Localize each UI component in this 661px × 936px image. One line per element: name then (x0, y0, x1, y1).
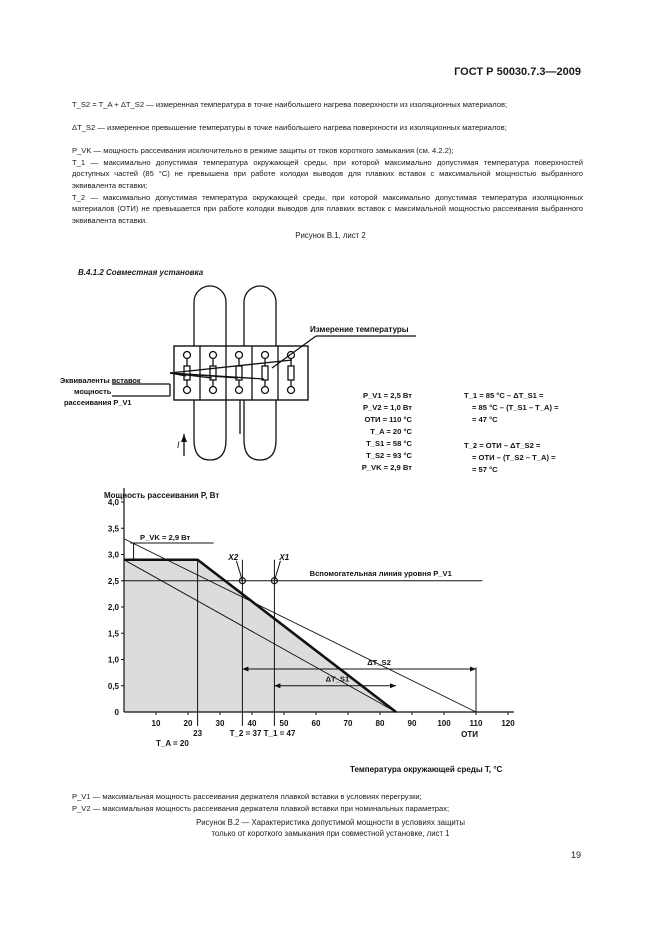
legend-line-t1: T_1 — максимально допустимая температура окружающей среды, при которой максимально допустимая температура поверхностей доступных частей (85 °C) не превышена при работе колодки выводов для плавких вставок с максимальной мощностью выбранного эквивалента вставки; (72, 158, 583, 190)
figure-caption-b1: Рисунок B.1, лист 2 (295, 231, 366, 240)
power-derating-chart (60, 486, 560, 786)
y-tick-label: 2,0 (107, 603, 119, 612)
x-tick-label: 100 (437, 719, 451, 728)
x-tick-label: 120 (501, 719, 515, 728)
origin-label: 0 (114, 708, 119, 717)
calc-t2-line1: T_2 = ОТИ – ΔT_S2 = (464, 441, 541, 450)
y-tick-label: 1,5 (107, 629, 119, 639)
param-ts1: T_S1 = 58 °С (366, 439, 412, 448)
dts1-label: ΔT_S1 (325, 674, 350, 684)
dts2-arrow-right (470, 666, 476, 671)
label-power: мощность (74, 387, 112, 396)
legend-line-pvk: P_VK — мощность рассеивания исключительно в режиме защиты от токов короткого замыкания (см. 4.2.2); (72, 146, 454, 155)
param-ta: T_A = 20 °С (370, 427, 412, 436)
y-tick-label: 0,5 (107, 681, 119, 691)
param-pv1: P_V1 = 2,5 Вт (363, 391, 412, 400)
y-tick-label: 4,0 (107, 498, 119, 507)
y-tick-label: 3,5 (107, 524, 119, 534)
x-tick-label: 10 (151, 719, 161, 728)
x-tick-label: 60 (311, 719, 321, 728)
aux-line-label: Вспомогательная линия уровня P_V1 (309, 568, 452, 578)
dts2-label: ΔT_S2 (367, 657, 391, 667)
x-tick-label: 70 (343, 719, 353, 728)
label-oti: ОТИ (461, 730, 479, 739)
document-number: ГОСТ Р 50030.7.3—2009 (454, 66, 581, 78)
footnote-pv1: P_V1 — максимальная мощность рассеивания держателя плавкой вставки в условиях перегрузки; (72, 792, 422, 801)
section-title: B.4.1.2 Совместная установка (78, 268, 204, 277)
y-tick-label: 2,5 (107, 576, 119, 586)
x-tick-label: 20 (183, 719, 193, 728)
figure-caption-b2-line2: только от короткого замыкания при совместной установке, лист 1 (211, 829, 450, 838)
y-tick-label: 3,0 (107, 550, 119, 560)
x2-label: X2 (228, 552, 239, 562)
calc-t2-line2: = ОТИ – (T_S2 – T_A) = (472, 453, 556, 462)
calc-t1-line2: = 85 °С – (T_S1 – T_A) = (472, 403, 559, 412)
label-temperature-measurement: Измерение температуры (310, 325, 409, 334)
label-fuse-equivalents: Эквиваленты вставок (60, 376, 141, 385)
terminal-block-diagram (60, 280, 600, 485)
param-pvk: P_VK = 2,9 Вт (361, 463, 412, 472)
param-ts2: T_S2 = 93 °С (366, 451, 412, 460)
chart-y-axis-label: Мощность рассеивания P, Вт (104, 491, 220, 500)
x-tick-label: 40 (247, 719, 257, 728)
calc-t1-line1: T_1 = 85 °С – ΔT_S1 = (464, 391, 544, 400)
dts1-arrow-right (390, 683, 396, 688)
x2-leader (236, 561, 242, 581)
x-tick-label: 80 (375, 719, 385, 728)
label-t23: 23 (193, 729, 203, 738)
x-tick-label: 30 (215, 719, 225, 728)
page-number: 19 (570, 850, 581, 860)
label-t2-t1: T_2 = 37 T_1 = 47 (229, 729, 296, 738)
label-ta: T_A = 20 (156, 739, 189, 748)
calc-t2-line3: = 57 °С (472, 465, 498, 474)
chart-x-axis-label: Температура окружающей среды T, °С (350, 765, 503, 774)
param-pv2: P_V2 = 1,0 Вт (363, 403, 412, 412)
x1-label: X1 (279, 552, 290, 562)
current-symbol: I (177, 440, 180, 450)
legend-line-dts2: ΔT_S2 — измеренное превышение температуры в точке наибольшего нагрева поверхности из изоляционных материалов; (72, 123, 507, 132)
x-tick-label: 90 (407, 719, 417, 728)
calc-t1-line3: = 47 °С (472, 415, 498, 424)
pvk-label: P_VK = 2,9 Вт (140, 532, 191, 542)
x1-leader (274, 561, 280, 581)
legend-line-ts2: T_S2 = T_A + ΔT_S2 — измеренная температура в точке наибольшего нагрева поверхности из изоляционных материалов; (72, 100, 508, 109)
legend-line-t2: T_2 — максимально допустимая температура окружающей среды, при которой максимально допустимая температура изоляционных материалов (ОТИ) не превышается при работе колодки выводов для плавких вставок с максимальной мощностью рассеивания выбранного эквивалента вставки. (72, 193, 583, 225)
y-tick-label: 1,0 (107, 655, 119, 665)
figure-caption-b2-line1: Рисунок B.2 — Характеристика допустимой мощности в условиях защиты (196, 818, 465, 827)
footnote-pv2: P_V2 — максимальная мощность рассеивания держателя плавкой вставки при номинальных параметрах; (72, 804, 450, 813)
param-oti: ОТИ = 110 °С (364, 415, 412, 424)
x-tick-label: 50 (279, 719, 289, 728)
x-tick-label: 110 (469, 719, 483, 728)
label-dissipation-pv1: рассеивания P_V1 (64, 398, 132, 407)
